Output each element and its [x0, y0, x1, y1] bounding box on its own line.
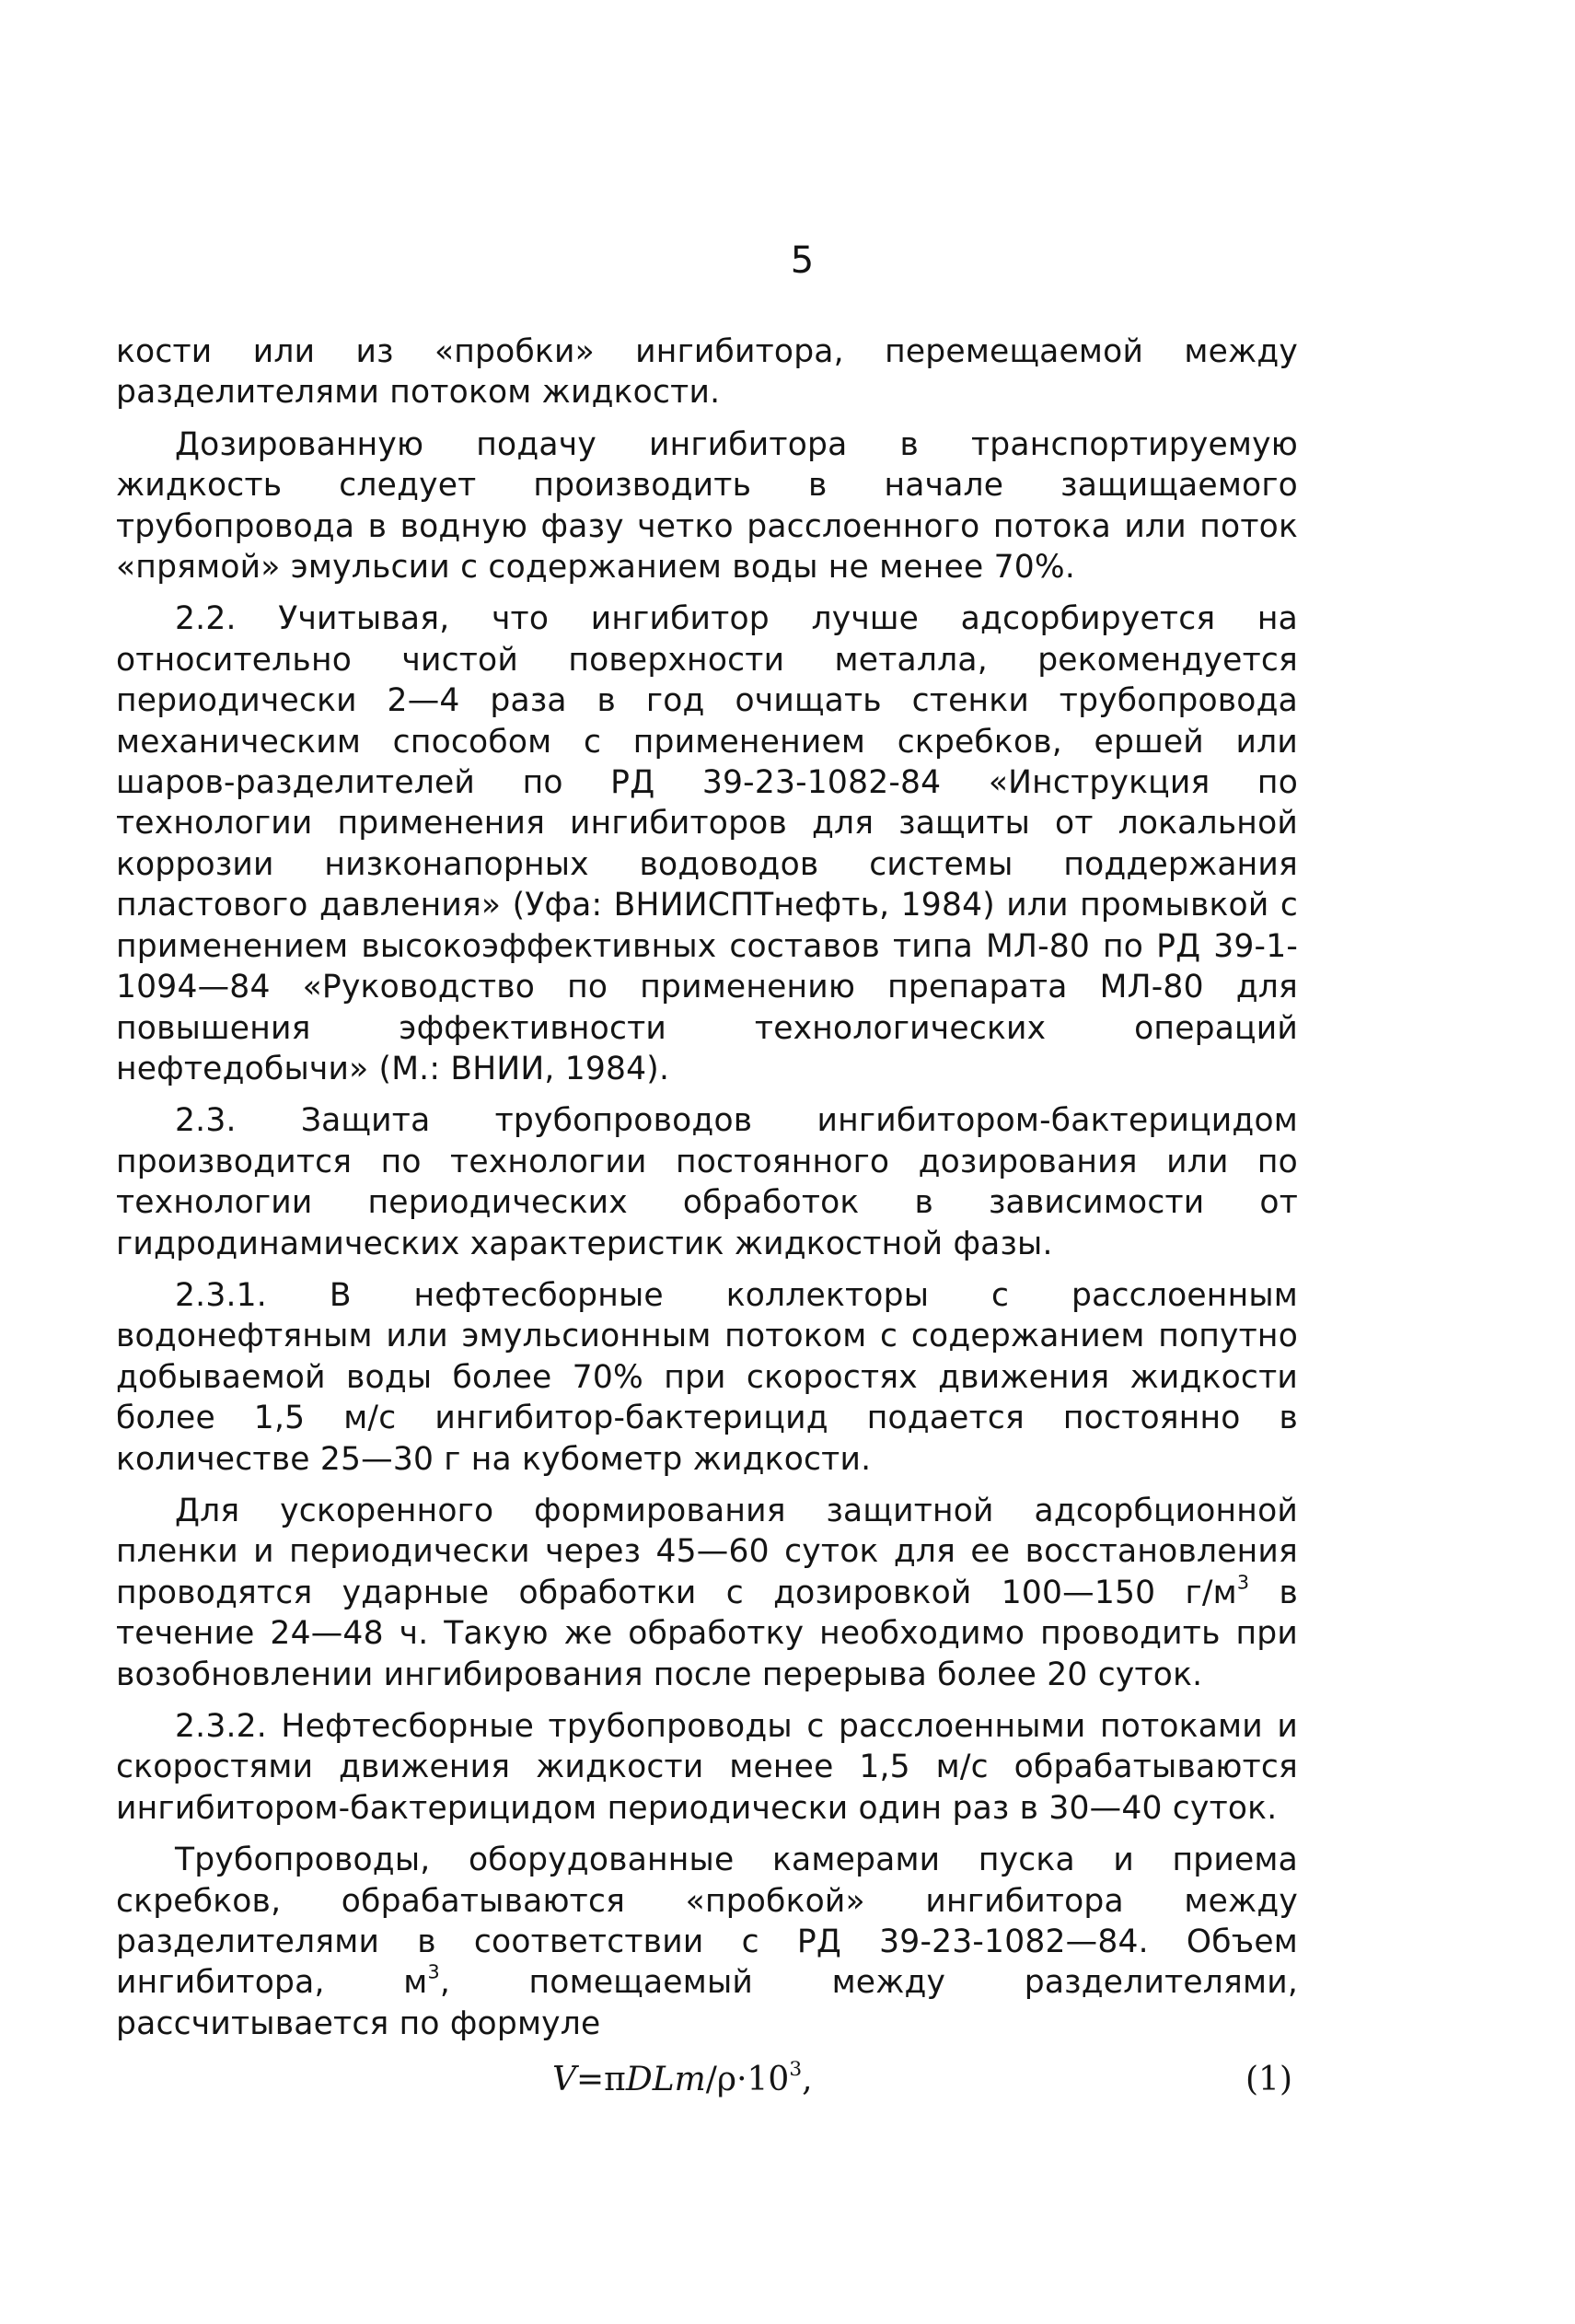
formula-number: (1)	[1245, 2061, 1292, 2099]
cubic-superscript: 3	[427, 1960, 440, 1983]
paragraph-pipelines-plug-part1: Трубопроводы, оборудованные камерами пуска и приема скребков, обрабатываются «пробкой» ингибитора между разделителями в соответствии с РД 39-23-1082—84. Объем ингибитора, м	[116, 1842, 1298, 2002]
formula-pi: π	[604, 2061, 626, 2099]
formula-trail: ,	[802, 2061, 813, 2099]
cubic-superscript: 3	[1236, 1571, 1250, 1594]
formula-exponent: 3	[789, 2058, 803, 2082]
paragraph-continuation: кости или из «пробки» ингибитора, перемещаемой между разделителями потоком жидкости.	[116, 333, 1298, 412]
page-number: 5	[790, 239, 815, 282]
paragraph-2-3: 2.3. Защита трубопроводов ингибитором-бактерицидом производится по технологии постоянного дозирования или по технологии периодических обработок в зависимости от гидродинамических характеристик жидкостной фазы.	[116, 1102, 1298, 1262]
paragraph-2-3-1: 2.3.1. В нефтесборные коллекторы с расслоенным водонефтяным или эмульсионным потоком с содержанием попутно добываемой воды более 70% при скоростях движения жидкости более 1,5 м/с ингибитор-бактерицид подается постоянно в количестве 25—30 г на кубометр жидкости.	[116, 1276, 1298, 1478]
paragraph-shock-treatment-part1: Для ускоренного формирования защитной адсорбционной пленки и периодически через 45—60 суток для ее восстановления проводятся ударные обработки с дозировкой 100—150 г/м	[116, 1492, 1298, 1611]
paragraph-shock-treatment-part2: в течение 24—48 ч. Такую же обработку необходимо проводить при возобновлении ингибирования после перерыва более 20 суток.	[116, 1574, 1298, 1693]
paragraph-pipelines-plug-part2: , помещаемый между разделителями, рассчитывается по формуле	[116, 1964, 1299, 2042]
paragraph-2-2: 2.2. Учитывая, что ингибитор лучше адсорбируется на относительно чистой поверхности металла, рекомендуется периодически 2—4 раза в год очищать стенки трубопровода механическим способом с применением скребков, ершей или шаров-разделителей по РД 39-23-1082-84 «Инструкция по технологии применения ингибиторов для защиты от локальной коррозии низконапорных водоводов системы поддержания пластового давления» (Уфа: ВНИИСПТнефть, 1984) или промывкой с применением высокоэффективных составов типа МЛ-80 по РД 39-1-1094—84 «Руководство по применению препарата МЛ-80 для повышения эффективности технологических операций нефтедобычи» (М.: ВНИИ, 1984).	[116, 600, 1298, 1087]
formula-vars: DLm	[625, 2061, 706, 2099]
document-body	[116, 331, 1298, 2112]
paragraph-2-3-2: 2.3.2. Нефтесборные трубопроводы с расслоенными потоками и скоростями движения жидкости менее 1,5 м/с обрабатываются ингибитором-бактерицидом периодически один раз в 30—40 суток.	[116, 1708, 1298, 1827]
formula-base: 10	[747, 2061, 790, 2099]
paragraph-pipelines-plug	[116, 1840, 1298, 2044]
formula-dot: ·	[736, 2061, 747, 2099]
formula-slash: /	[705, 2061, 717, 2099]
volume-formula	[552, 2057, 813, 2103]
formula-rho: ρ	[716, 2061, 737, 2099]
formula-lhs: V	[552, 2061, 576, 2099]
paragraph-dosed-supply: Дозированную подачу ингибитора в транспортируемую жидкость следует производить в начале защищаемого трубопровода в водную фазу четко расслоенного потока или поток «прямой» эмульсии с содержанием воды не менее 70%.	[116, 425, 1298, 587]
formula-row	[116, 2057, 1298, 2112]
paragraph-shock-treatment	[116, 1491, 1298, 1695]
formula-equals: =	[576, 2061, 605, 2099]
